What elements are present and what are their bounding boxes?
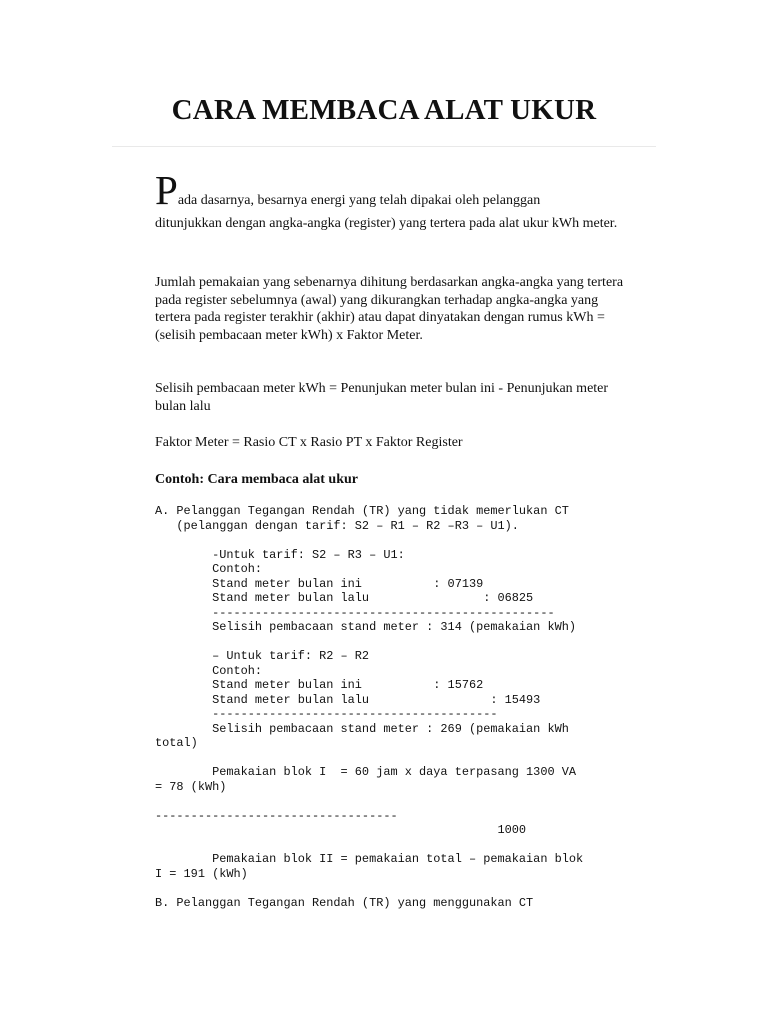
code-line: Stand meter bulan lalu : 06825 xyxy=(155,591,534,605)
title-divider xyxy=(112,146,656,147)
code-line xyxy=(155,794,615,809)
paragraph-selisih: Selisih pembacaan meter kWh = Penunjukan meter bulan ini - Penunjukan meter bulan lalu xyxy=(155,381,609,414)
code-line: total) xyxy=(155,736,198,750)
code-line xyxy=(155,751,615,766)
code-line xyxy=(155,881,615,896)
code-line: Stand meter bulan ini : 15762 xyxy=(155,678,484,692)
intro-paragraph xyxy=(155,167,625,233)
code-line xyxy=(155,533,615,548)
code-line: – Untuk tarif: R2 – R2 xyxy=(155,649,370,663)
drop-cap: P xyxy=(155,167,178,213)
page-title: CARA MEMBACA ALAT UKUR xyxy=(171,94,597,126)
code-line: Selisih pembacaan stand meter : 314 (pemakaian kWh) xyxy=(155,620,576,634)
code-line: I = 191 (kWh) xyxy=(155,866,248,881)
code-line: 1000 xyxy=(155,823,527,837)
code-line xyxy=(155,635,615,650)
code-line: ---------------------------------------- xyxy=(155,707,498,721)
code-line: Contoh: xyxy=(155,663,263,678)
code-line: Pemakaian blok II = pemakaian total – pemakaian blok xyxy=(155,852,584,866)
code-line: (pelanggan dengan tarif: S2 – R1 – R2 –R3 – U1). xyxy=(155,518,519,533)
paragraph-formula: Jumlah pemakaian yang sebenarnya dihitung berdasarkan angka-angka yang tertera pada register sebelumnya (awal) yang dikurangkan terhadap angka-angka yang tertera pada register terakhir (akhir) atau dapat dinyatakan dengan rumus kWh = (selisih pembacaan meter kWh) x Faktor Meter. xyxy=(155,275,624,343)
paragraph-faktor-meter: Faktor Meter = Rasio CT x Rasio PT x Faktor Register xyxy=(155,435,463,450)
code-line: Pemakaian blok I = 60 jam x daya terpasang 1300 VA xyxy=(155,765,576,779)
code-line: Selisih pembacaan stand meter : 269 (pemakaian kWh xyxy=(155,721,569,736)
code-line: Stand meter bulan ini : 07139 xyxy=(155,576,484,591)
code-line: B. Pelanggan Tegangan Rendah (TR) yang menggunakan CT xyxy=(155,895,534,910)
code-line: = 78 (kWh) xyxy=(155,779,227,794)
code-line: Contoh: xyxy=(155,562,263,576)
example-code-block xyxy=(155,504,615,910)
code-line: ---------------------------------- xyxy=(155,808,398,823)
code-line: -Untuk tarif: S2 – R3 – U1: xyxy=(155,547,405,562)
code-line: A. Pelanggan Tegangan Rendah (TR) yang tidak memerlukan CT xyxy=(155,504,569,518)
code-line xyxy=(155,838,615,853)
code-line: Stand meter bulan lalu : 15493 xyxy=(155,692,541,707)
code-line: ------------------------------------------------ xyxy=(155,605,555,620)
intro-first-line xyxy=(155,167,625,215)
intro-rest-text: ditunjukkan dengan angka-angka (register) yang tertera pada alat ukur kWh meter. xyxy=(155,216,618,231)
intro-first-text: ada dasarnya, besarnya energi yang telah dipakai oleh pelanggan xyxy=(177,193,541,208)
example-heading: Contoh: Cara membaca alat ukur xyxy=(155,472,358,487)
